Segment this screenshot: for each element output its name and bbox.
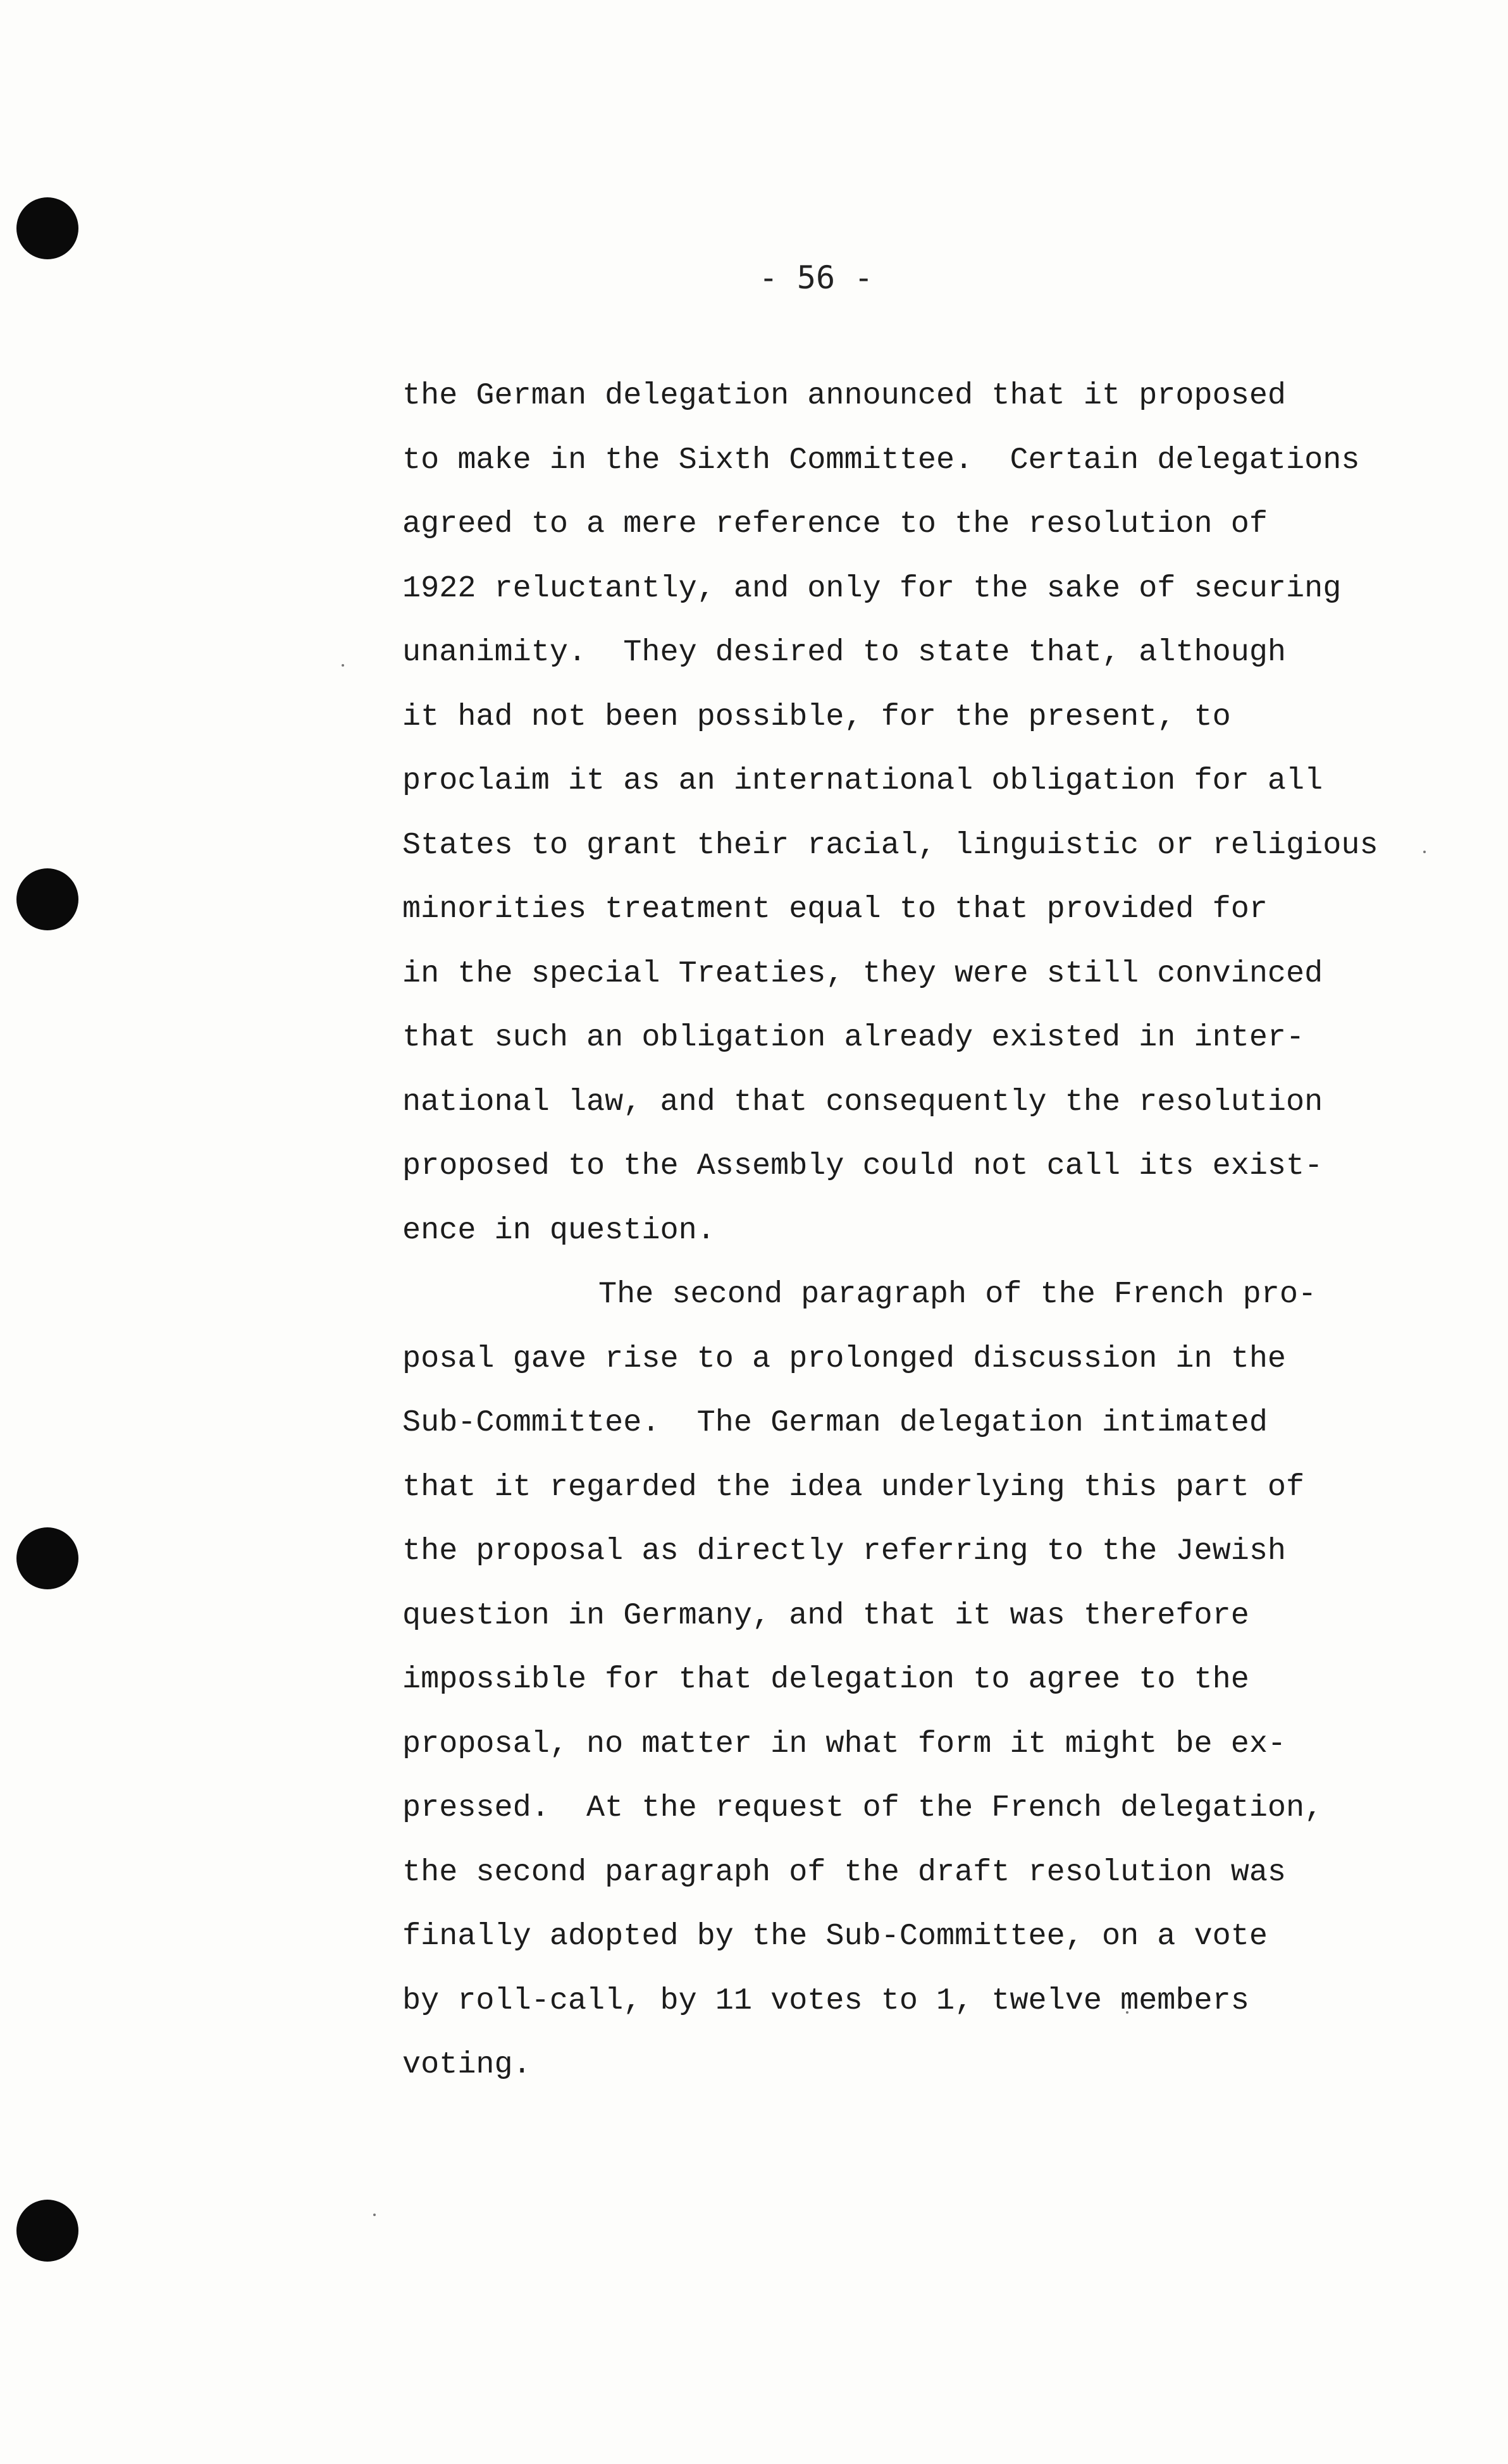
text-line: the proposal as directly referring to the Jewish (402, 1534, 1287, 1568)
text-line: Sub-Committee. The German delegation intimated (402, 1405, 1268, 1440)
page-number: - 56 - (758, 259, 874, 296)
body-text (402, 364, 1440, 2097)
text-line: it had not been possible, for the present, to (402, 699, 1231, 734)
paper-speck (342, 664, 344, 667)
text-line: the second paragraph of the draft resolution was (402, 1854, 1287, 1890)
text-line: that such an obligation already existed in inter- (402, 1020, 1305, 1055)
text-line: national law, and that consequently the resolution (402, 1084, 1323, 1119)
text-line: finally adopted by the Sub-Committee, on a vote (402, 1919, 1268, 1954)
text-line: pressed. At the request of the French delegation, (402, 1790, 1323, 1825)
text-line: 1922 reluctantly, and only for the sake of securing (402, 570, 1342, 606)
text-line: posal gave rise to a prolonged discussion in the (402, 1341, 1287, 1376)
text-line: States to grant their racial, linguistic or religious (402, 827, 1378, 863)
text-line: proposed to the Assembly could not call its exist- (402, 1149, 1323, 1183)
text-line: minorities treatment equal to that provided for (402, 892, 1268, 927)
punch-hole-2 (16, 868, 78, 930)
text-line: unanimity. They desired to state that, although (402, 635, 1287, 670)
text-line: impossible for that delegation to agree to the (402, 1662, 1249, 1697)
paper-speck (373, 2214, 376, 2216)
punch-hole-1 (16, 197, 78, 259)
text-line: agreed to a mere reference to the resolution of (402, 507, 1268, 541)
text-line: proclaim it as an international obligation for all (402, 763, 1323, 798)
text-line: to make in the Sixth Committee. Certain delegations (402, 442, 1360, 477)
text-line: ence in question. (402, 1212, 715, 1248)
text-line: question in Germany, and that it was therefore (402, 1598, 1249, 1633)
text-line: by roll-call, by 11 votes to 1, twelve members (402, 1983, 1249, 2018)
text-line: proposal, no matter in what form it might be ex- (402, 1726, 1287, 1761)
paragraph-first-line: The second paragraph of the French pro- (598, 1277, 1317, 1312)
text-line: that it regarded the idea underlying this part of (402, 1469, 1305, 1505)
text-line: the German delegation announced that it proposed (402, 378, 1287, 413)
punch-hole-4 (16, 2200, 78, 2262)
punch-hole-3 (16, 1527, 78, 1589)
text-line: in the special Treaties, they were still convinced (402, 956, 1323, 991)
text-line: voting. (402, 2047, 531, 2082)
